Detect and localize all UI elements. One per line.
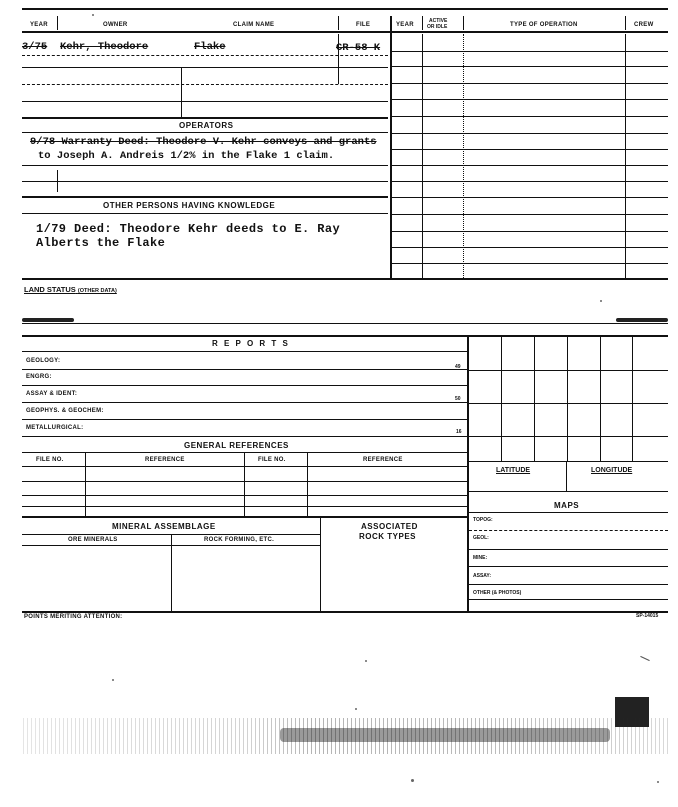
operators-rule (22, 165, 388, 166)
maps-geol: GEOL: (473, 535, 489, 541)
land-status-sub: (OTHER DATA) (77, 288, 117, 294)
header-divider (625, 16, 626, 30)
dust-speck (355, 708, 357, 710)
header-bottom-rule (22, 31, 668, 33)
dust-speck (92, 14, 94, 16)
header-crew: CREW (634, 22, 654, 28)
claim-name-value: Flake (194, 41, 226, 53)
ref-row-rule (22, 506, 468, 507)
operators-rule (22, 132, 388, 133)
associated-rock-types-line-1: ASSOCIATED (361, 522, 418, 531)
mineral-top-rule (22, 516, 468, 518)
dust-speck (600, 300, 602, 302)
dust-speck (365, 660, 367, 662)
general-references-rule (22, 452, 468, 453)
reports-title: R E P O R T S (212, 339, 290, 348)
mineral-col-rock-forming: ROCK FORMING, ETC. (204, 537, 275, 543)
mineral-col-ore: ORE MINERALS (68, 537, 118, 543)
owner-row-rule (22, 55, 388, 56)
maps-title: MAPS (554, 501, 580, 510)
dust-speck (657, 781, 659, 783)
reports-number: 16 (456, 429, 462, 435)
activity-row (392, 66, 668, 67)
header-type-of-operation: TYPE OF OPERATION (510, 22, 578, 28)
general-references-title: GENERAL REFERENCES (184, 441, 289, 450)
activity-row (392, 149, 668, 150)
reports-number: 49 (455, 364, 461, 370)
header-divider (422, 16, 423, 30)
reports-top-rule (22, 335, 668, 337)
header-claim-name: CLAIM NAME (233, 22, 275, 28)
ink-smudge (616, 318, 668, 322)
reports-geophys-geochem: GEOPHYS. & GEOCHEM: (26, 408, 104, 414)
owner-row-rule (22, 84, 388, 85)
associated-rock-types-line-2: ROCK TYPES (359, 532, 417, 541)
latitude-label: LATITUDE (496, 467, 531, 474)
bottom-rule (22, 611, 668, 613)
header-divider (338, 16, 339, 30)
activity-grid-line (422, 34, 423, 278)
file-column-divider (338, 34, 339, 84)
header-divider (463, 16, 464, 30)
maps-row-rule (469, 530, 668, 531)
reports-row-rule (22, 385, 468, 386)
ink-smudge (22, 318, 74, 322)
maps-other-photos: OTHER (& PHOTOS) (473, 590, 522, 596)
reports-number: 50 (455, 396, 461, 402)
points-meriting-attention: POINTS MERITING ATTENTION: (24, 614, 123, 620)
location-grid-line (469, 436, 668, 437)
lat-long-divider (566, 461, 567, 491)
other-persons-line-2: Alberts the Flake (36, 236, 166, 250)
header-divider (57, 16, 58, 30)
reports-assay-ident: ASSAY & IDENT: (26, 391, 78, 397)
operators-top-rule (22, 117, 388, 119)
other-persons-top-rule (22, 196, 388, 198)
header-year: YEAR (30, 22, 48, 28)
claim-file-value: CR-58 K (336, 42, 381, 54)
header-owner: OWNER (103, 22, 128, 28)
reports-engrg: ENGRG: (26, 374, 52, 380)
maps-row-rule (469, 549, 668, 550)
activity-row (392, 99, 668, 100)
location-grid-line (469, 461, 668, 462)
owner-row-rule (22, 67, 388, 68)
location-grid-line (469, 370, 668, 371)
location-grid-line (632, 337, 633, 461)
ref-col-reference-1: REFERENCE (145, 457, 185, 463)
claim-owner: Kehr, Theodore (60, 41, 149, 53)
operators-tick (57, 170, 58, 192)
operators-line-1: 9/78 Warranty Deed: Theodore V. Kehr conveys and grants (30, 136, 377, 148)
claim-date: 3/75 (22, 41, 48, 53)
rock-types-divider (320, 516, 321, 611)
maps-mine: MINE: (473, 555, 488, 561)
dust-speck (411, 779, 414, 782)
location-grid-line (469, 491, 668, 492)
ref-col-file-no-1: FILE NO. (36, 457, 64, 463)
main-column-divider (390, 16, 392, 278)
activity-row (392, 165, 668, 166)
other-persons-line-1: 1/79 Deed: Theodore Kehr deeds to E. Ray (36, 222, 341, 236)
header-or-idle: OR IDLE (427, 24, 448, 30)
land-status-bottom-rule (22, 323, 668, 324)
location-grid-line (600, 337, 601, 461)
mineral-assemblage-title: MINERAL ASSEMBLAGE (112, 522, 216, 531)
maps-assay: ASSAY: (473, 573, 492, 579)
maps-row-rule (469, 584, 668, 585)
reports-row-rule (22, 419, 468, 420)
land-status-rule (22, 278, 668, 280)
location-grid-line (534, 337, 535, 461)
scan-noise-dark (280, 728, 610, 742)
operators-title: OPERATORS (179, 121, 234, 130)
maps-topog: TOPOG: (473, 517, 493, 523)
reports-row-rule (22, 402, 468, 403)
activity-grid-line (625, 34, 626, 278)
mineral-col-divider (171, 534, 172, 611)
location-grid-line (567, 337, 568, 461)
longitude-label: LONGITUDE (591, 467, 633, 474)
activity-row (392, 197, 668, 198)
ref-col-reference-2: REFERENCE (363, 457, 403, 463)
land-status-text: LAND STATUS (24, 285, 76, 294)
reports-right-divider (467, 335, 469, 611)
location-grid-line (469, 403, 668, 404)
owner-row-rule (22, 101, 388, 102)
location-grid-line (501, 337, 502, 461)
dust-stroke (640, 656, 649, 661)
ref-row-rule (22, 495, 468, 496)
activity-row (392, 83, 668, 84)
activity-row (392, 116, 668, 117)
dust-speck (112, 679, 114, 681)
ref-rule (22, 466, 468, 467)
activity-grid-line (463, 34, 464, 278)
operators-rule (22, 181, 388, 182)
reports-geology: GEOLOGY: (26, 358, 61, 364)
owner-column-divider (181, 67, 182, 117)
land-status-label (24, 285, 117, 294)
maps-rule (469, 512, 668, 513)
operators-line-2: to Joseph A. Andreis 1/2% in the Flake 1 claim. (38, 150, 335, 162)
activity-row (392, 133, 668, 134)
maps-row-rule (469, 566, 668, 567)
reports-row-rule (22, 436, 468, 437)
form-number: SP-14015 (636, 613, 659, 619)
activity-row (392, 51, 668, 52)
ref-row-rule (22, 481, 468, 482)
maps-row-rule (469, 599, 668, 600)
header-year-2: YEAR (396, 22, 414, 28)
activity-row (392, 263, 668, 264)
reports-row-rule (22, 369, 468, 370)
reports-rule (22, 351, 468, 352)
activity-row (392, 214, 668, 215)
top-border (22, 8, 668, 10)
reports-metallurgical: METALLURGICAL: (26, 425, 84, 431)
header-active: ACTIVE (429, 18, 448, 24)
other-persons-title: OTHER PERSONS HAVING KNOWLEDGE (103, 201, 276, 210)
activity-row (392, 247, 668, 248)
other-persons-rule (22, 213, 388, 214)
ref-col-file-no-2: FILE NO. (258, 457, 286, 463)
header-file: FILE (356, 22, 371, 28)
activity-row (392, 231, 668, 232)
activity-row (392, 181, 668, 182)
